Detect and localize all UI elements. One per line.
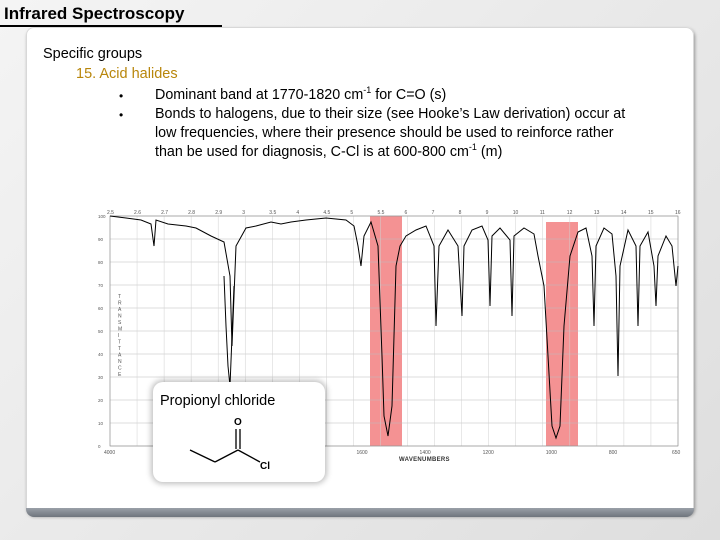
y-tick-label: 30	[98, 375, 104, 380]
propionyl-chloride-structure	[180, 412, 290, 477]
c-cl-bond	[238, 450, 260, 462]
y-tick-label: 10	[98, 421, 104, 426]
top-tick-label: 3	[242, 210, 246, 216]
card-footer-bar	[26, 508, 694, 517]
top-tick-label: 2.9	[215, 210, 223, 216]
top-tick-label: 9	[485, 210, 489, 216]
subsection-heading: 15. Acid halides	[76, 66, 178, 82]
bottom-tick-label: 1000	[545, 450, 557, 456]
y-title-letter: R	[118, 300, 122, 307]
bottom-tick-label: 1200	[482, 450, 494, 456]
y-title-letter: C	[118, 365, 122, 372]
bullet-2-text: Bonds to halogens, due to their size (see Hooke’s Law derivation) occur at low frequencies, where their presence should be used to reinforce rather than be used for diagnosis, C-Cl is at 600-800 $cm^{-1}$ (m)	[155, 106, 626, 160]
top-tick-label: 7	[431, 210, 435, 216]
bullet-dot: •	[119, 89, 124, 103]
y-title-letter: M	[118, 326, 123, 333]
top-tick-label: 3.5	[269, 210, 277, 216]
top-tick-label: 2.5	[107, 210, 114, 216]
top-tick-label: 8	[458, 210, 462, 216]
y-tick-label: 70	[98, 283, 104, 288]
top-tick-label: 2.6	[134, 210, 142, 216]
y-title-letter: A	[118, 352, 122, 359]
section-heading: Specific groups	[43, 46, 143, 62]
y-title-letter: A	[118, 307, 122, 313]
bottom-tick-label: 1600	[356, 450, 368, 456]
y-tick-label: 0	[98, 444, 101, 449]
y-title-letter: E	[118, 372, 122, 378]
chlorine-atom: Cl	[260, 461, 270, 472]
y-title-letter: N	[118, 313, 122, 320]
top-tick-label: 5.5	[377, 210, 385, 216]
top-tick-label: 15	[647, 210, 654, 216]
bottom-tick-label: 800	[608, 450, 618, 456]
top-tick-label: 2.7	[161, 210, 169, 216]
y-title-letter: S	[118, 320, 122, 326]
x-axis-title: WAVENUMBERS	[399, 457, 450, 463]
top-tick-label: 4	[296, 210, 300, 216]
top-tick-label: 12	[566, 210, 573, 216]
oxygen-atom: O	[234, 417, 242, 428]
y-title-letter: I	[118, 333, 120, 339]
top-tick-label: 13	[593, 210, 600, 216]
bottom-tick-label: 650	[672, 450, 681, 456]
top-tick-label: 11	[539, 210, 545, 216]
carbon-bond	[190, 450, 215, 462]
top-tick-label: 14	[620, 210, 627, 216]
top-tick-label: 2.8	[188, 210, 196, 216]
y-tick-label: 20	[98, 398, 104, 403]
top-tick-label: 10	[512, 210, 519, 216]
carbon-bond	[215, 450, 238, 462]
bottom-tick-label: 4000	[104, 450, 116, 456]
y-tick-label: 40	[98, 352, 104, 357]
y-title-letter: N	[118, 359, 122, 365]
molecule-name: Propionyl chloride	[160, 393, 276, 409]
top-tick-label: 16	[675, 210, 681, 216]
y-tick-label: 90	[98, 237, 104, 242]
top-tick-label: 6	[404, 210, 408, 216]
bottom-tick-label: 1400	[419, 450, 431, 456]
y-tick-label: 80	[98, 260, 104, 265]
y-title-letter: T	[118, 339, 122, 346]
y-tick-label: 100	[98, 214, 106, 219]
y-title-letter: T	[118, 294, 122, 300]
top-tick-label: 4.5	[323, 210, 331, 216]
bullet-dot: •	[119, 108, 124, 122]
y-title-letter: T	[118, 346, 122, 352]
y-tick-label: 50	[98, 329, 104, 334]
top-tick-label: 5	[350, 210, 354, 216]
bullet-1-text: Dominant band at 1770-1820 $cm^{-1}$ for C=O (s)	[155, 85, 447, 103]
slide-title: Infrared Spectroscopy	[4, 4, 185, 23]
y-tick-label: 60	[98, 306, 104, 311]
